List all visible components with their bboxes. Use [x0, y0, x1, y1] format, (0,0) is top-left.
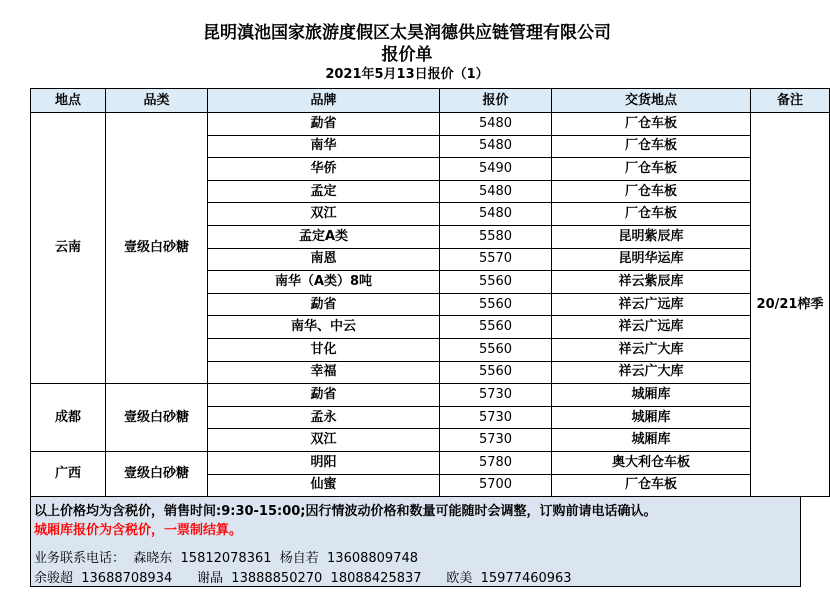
delivery-cell: 城厢库 — [552, 406, 751, 429]
price-cell: 5730 — [440, 406, 552, 429]
location-cell: 云南 — [31, 113, 106, 384]
document-title: 报价单 — [381, 45, 433, 65]
col-header-brand: 品牌 — [208, 89, 440, 113]
brand-cell: 幸福 — [208, 361, 440, 384]
brand-cell: 双江 — [208, 429, 440, 452]
pricing-note: 以上价格均为含税价，销售时间:9:30-15:00;因行情波动价格和数量可能随时会调整，订购前请电话确认。 — [34, 504, 657, 519]
delivery-cell: 祥云广大库 — [552, 361, 751, 384]
brand-cell: 孟定 — [208, 180, 440, 203]
price-cell: 5480 — [440, 135, 552, 158]
category-cell: 壹级白砂糖 — [106, 451, 208, 496]
header-row — [31, 89, 830, 113]
brand-cell: 孟永 — [208, 406, 440, 429]
brand-cell: 南恩 — [208, 248, 440, 271]
contacts-box — [30, 541, 801, 587]
location-cell: 广西 — [31, 451, 106, 496]
contact-line-1: 业务联系电话： 森晓东 15812078361 杨自若 13608809748 — [34, 551, 419, 566]
delivery-cell: 祥云广远库 — [552, 316, 751, 339]
price-cell: 5730 — [440, 429, 552, 452]
price-cell: 5560 — [440, 316, 552, 339]
company-title: 昆明滇池国家旅游度假区太昊润德供应链管理有限公司 — [203, 23, 611, 43]
brand-cell: 甘化 — [208, 338, 440, 361]
brand-cell: 南华、中云 — [208, 316, 440, 339]
delivery-cell: 祥云广远库 — [552, 293, 751, 316]
delivery-cell: 昆明华运库 — [552, 248, 751, 271]
delivery-cell: 厂仓车板 — [552, 180, 751, 203]
table-row — [31, 384, 830, 407]
table-row — [31, 451, 830, 474]
price-cell: 5560 — [440, 361, 552, 384]
quote-date: 2021年5月13日报价（1） — [325, 67, 489, 82]
location-cell: 成都 — [31, 384, 106, 452]
price-cell: 5560 — [440, 271, 552, 294]
brand-cell: 勐省 — [208, 293, 440, 316]
remark-cell: 20/21榨季 — [751, 113, 830, 497]
notes-box — [30, 497, 801, 542]
price-cell: 5490 — [440, 158, 552, 181]
col-header-price: 报价 — [440, 89, 552, 113]
price-cell: 5570 — [440, 248, 552, 271]
brand-cell: 勐省 — [208, 113, 440, 136]
delivery-cell: 厂仓车板 — [552, 474, 751, 497]
brand-cell: 华侨 — [208, 158, 440, 181]
brand-cell: 双江 — [208, 203, 440, 226]
delivery-cell: 奥大利仓车板 — [552, 451, 751, 474]
delivery-cell: 城厢库 — [552, 429, 751, 452]
col-header-location: 地点 — [31, 89, 106, 113]
settlement-note: 城厢库报价为含税价，一票制结算。 — [34, 523, 243, 538]
contact-line-2: 余骏超 13688708934 谢晶 13888850270 18088425837 欧美 15977460963 — [34, 571, 572, 586]
price-cell: 5560 — [440, 338, 552, 361]
price-cell: 5700 — [440, 474, 552, 497]
category-cell: 壹级白砂糖 — [106, 113, 208, 384]
delivery-cell: 厂仓车板 — [552, 135, 751, 158]
brand-cell: 孟定A类 — [208, 225, 440, 248]
price-cell: 5480 — [440, 113, 552, 136]
delivery-cell: 厂仓车板 — [552, 158, 751, 181]
delivery-cell: 祥云紫辰库 — [552, 271, 751, 294]
col-header-delivery: 交货地点 — [552, 89, 751, 113]
col-header-category: 品类 — [106, 89, 208, 113]
brand-cell: 南华 — [208, 135, 440, 158]
price-cell: 5580 — [440, 225, 552, 248]
delivery-cell: 昆明紫辰库 — [552, 225, 751, 248]
price-cell: 5560 — [440, 293, 552, 316]
price-cell: 5730 — [440, 384, 552, 407]
category-cell: 壹级白砂糖 — [106, 384, 208, 452]
col-header-remark: 备注 — [751, 89, 830, 113]
brand-cell: 勐省 — [208, 384, 440, 407]
price-cell: 5780 — [440, 451, 552, 474]
price-table — [30, 88, 830, 497]
delivery-cell: 城厢库 — [552, 384, 751, 407]
price-cell: 5480 — [440, 180, 552, 203]
brand-cell: 仙蜜 — [208, 474, 440, 497]
price-cell: 5480 — [440, 203, 552, 226]
delivery-cell: 祥云广大库 — [552, 338, 751, 361]
brand-cell: 明阳 — [208, 451, 440, 474]
brand-cell: 南华（A类）8吨 — [208, 271, 440, 294]
table-row — [31, 113, 830, 136]
delivery-cell: 厂仓车板 — [552, 203, 751, 226]
delivery-cell: 厂仓车板 — [552, 113, 751, 136]
price-table-body — [31, 113, 830, 497]
